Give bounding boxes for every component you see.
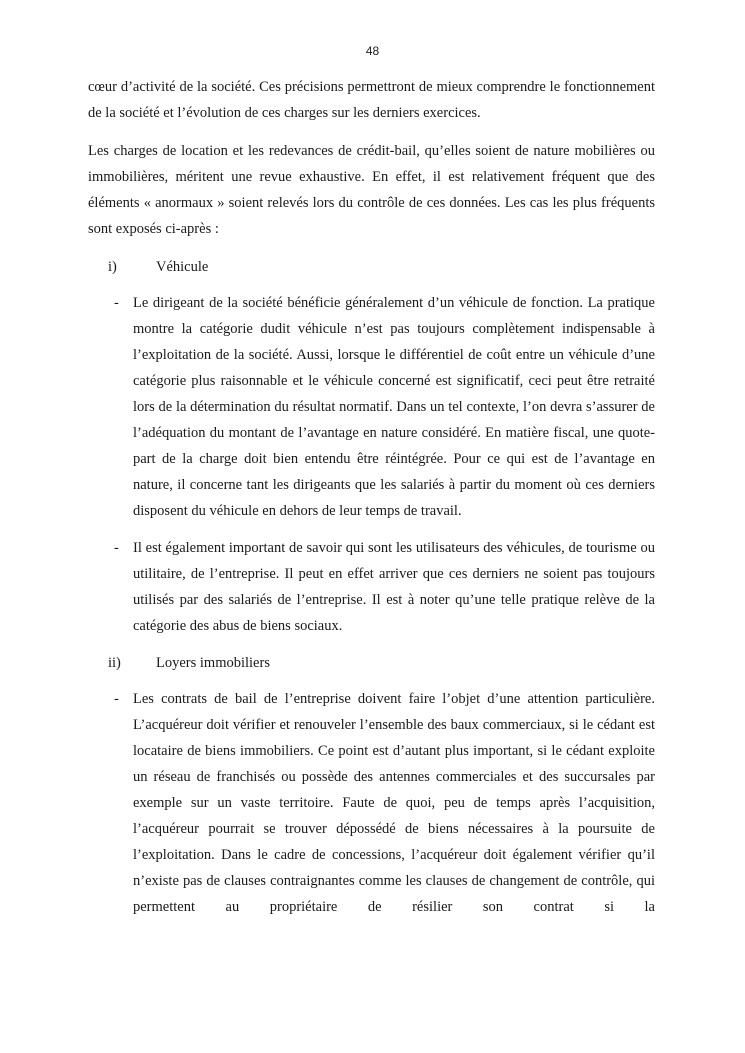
section-title: Loyers immobiliers: [156, 655, 270, 671]
page-number: 48: [365, 44, 380, 58]
bullet-dash: -: [114, 691, 119, 707]
list-item-text: Il est également important de savoir qui sont les utilisateurs des véhicules, de tourisme ou utilitaire, de l’entreprise. Il peut en effet arriver que ces derniers ne soient pas toujours utilisés par des salariés de l’entreprise. Il est à noter qu’une telle pratique relève de la catégorie des abus de biens sociaux.: [133, 540, 655, 634]
list-item: [88, 535, 655, 639]
bullet-dash: -: [114, 540, 119, 556]
section-heading-loyers-immobiliers: [88, 650, 655, 676]
paragraph: cœur d’activité de la société. Ces précisions permettront de mieux comprendre le fonctionnement de la société et l’évolution de ces charges sur les derniers exercices.: [88, 79, 655, 121]
list-item-text: Les contrats de bail de l’entreprise doivent faire l’objet d’une attention particulière. L’acquéreur doit vérifier et renouveler l’ensemble des baux commerciaux, si le cédant est locataire de biens immobiliers. Ce point est d’autant plus important, si le cédant exploite un réseau de franchisés ou possède des antennes commerciales et des succursales par exemple sur un vaste territoire. Faute de quoi, peu de temps après l’acquisition, l’acquéreur pourrait se trouver dépossédé de biens nécessaires à la poursuite de l’exploitation. Dans le cadre de concessions, l’acquéreur doit également vérifier qu’il n’existe pas de clauses contraignantes comme les clauses de changement de contrôle, qui permettent au propriétaire de résilier son contrat si la: [133, 691, 655, 915]
section-number: i): [108, 259, 117, 275]
list-item: [88, 686, 655, 920]
section-title: Véhicule: [156, 259, 209, 275]
section-heading-vehicule: [88, 254, 655, 280]
list-item-text: Le dirigeant de la société bénéficie généralement d’un véhicule de fonction. La pratique montre la catégorie dudit véhicule n’est pas toujours complètement indispensable à l’exploitation de la société. Aussi, lorsque le différentiel de coût entre un véhicule d’une catégorie plus raisonnable et le véhicule concerné est significatif, ceci peut être retraité lors de la détermination du résultat normatif. Dans un tel contexte, l’on devra s’assurer de l’adéquation du montant de l’avantage en nature considéré. En matière fiscal, une quote-part de la charge doit bien entendu être réintégrée. Pour ce qui est de l’avantage en nature, il concerne tant les dirigeants que les salariés à partir du moment où ces derniers disposent du véhicule en dehors de leur temps de travail.: [133, 295, 655, 519]
document-body: [88, 74, 655, 931]
paragraph: Les charges de location et les redevances de crédit-bail, qu’elles soient de nature mobilières ou immobilières, méritent une revue exhaustive. En effet, il est relativement fréquent que des éléments « anormaux » soient relevés lors du contrôle de ces données. Les cas les plus fréquents sont exposés ci-après :: [88, 143, 655, 237]
bullet-dash: -: [114, 295, 119, 311]
list-item: [88, 290, 655, 524]
section-number: ii): [108, 655, 121, 671]
